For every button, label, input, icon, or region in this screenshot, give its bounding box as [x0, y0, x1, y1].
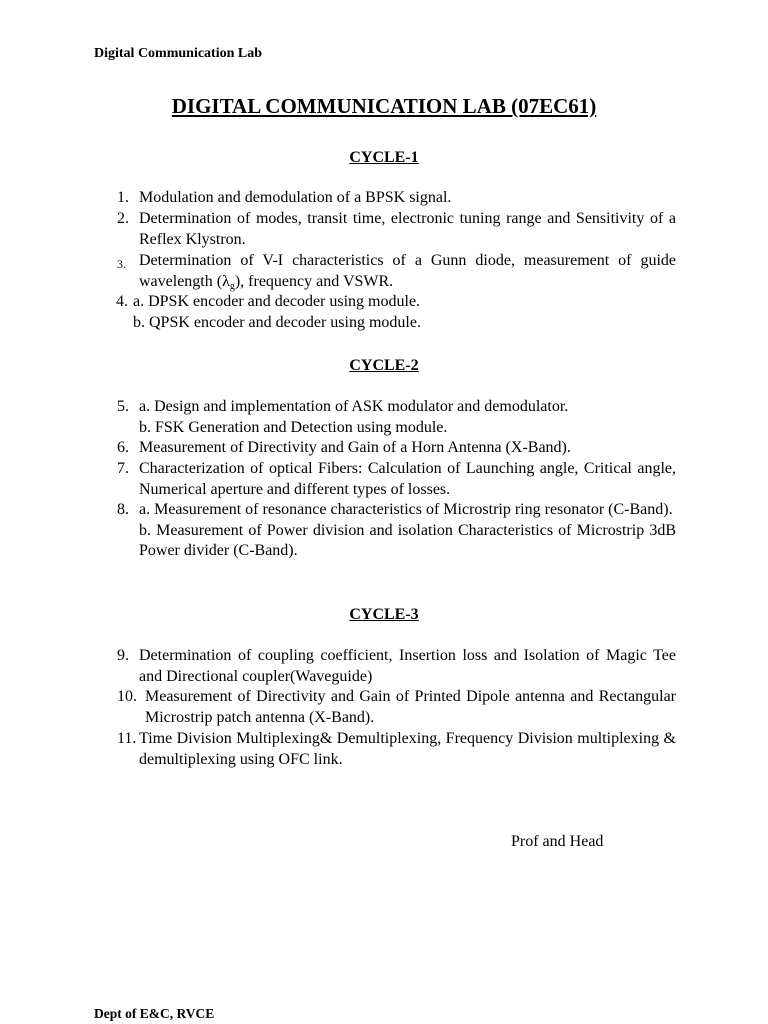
list-item: 8. a. Measurement of resonance characteristics of Microstrip ring resonator (C-Band). b. Measurement of Power division and isolation Characteristics of Microstrip 3dB Power divider (C-Band). [117, 501, 676, 560]
list-item: 7. Characterization of optical Fibers: Calculation of Launching angle, Critical angle, Numerical aperture and different types of losses. [117, 460, 676, 498]
list-item: 4. a. DPSK encoder and decoder using module. b. QPSK encoder and decoder using module. [116, 293, 421, 331]
cycle-heading-1: CYCLE-1 [349, 149, 419, 166]
list-item: 5. a. Design and implementation of ASK modulator and demodulator. b. FSK Generation and Detection using module. [117, 398, 569, 436]
list-item: 9. Determination of coupling coefficient, Insertion loss and Isolation of Magic Tee and Directional coupler(Waveguide) [117, 647, 676, 685]
list-item: 6. Measurement of Directivity and Gain of a Horn Antenna (X-Band). [117, 439, 571, 456]
list-item: 2. Determination of modes, transit time, electronic tuning range and Sensitivity of a Reflex Klystron. [117, 210, 676, 248]
page-title: DIGITAL COMMUNICATION LAB (07EC61) [171, 94, 597, 118]
signature: Prof and Head [511, 833, 604, 850]
list-item: 11. Time Division Multiplexing& Demultiplexing, Frequency Division multiplexing & demultiplexing using OFC link. [117, 730, 676, 768]
cycle-heading-3: CYCLE-3 [349, 606, 419, 623]
list-item: 3. Determination of V-I characteristics of a Gunn diode, measurement of guide wavelength $(\lambda_g)$, frequency and VSWR. [117, 252, 676, 292]
footer-dept: Dept of E&C, RVCE [94, 1006, 215, 1021]
list-item: 1. Modulation and demodulation of a BPSK signal. [117, 189, 452, 206]
list-item: 10. Measurement of Directivity and Gain of Printed Dipole antenna and Rectangular Microstrip patch antenna (X-Band). [117, 688, 676, 726]
cycle-heading-2: CYCLE-2 [349, 357, 419, 374]
header-lab-name: Digital Communication Lab [94, 46, 263, 61]
